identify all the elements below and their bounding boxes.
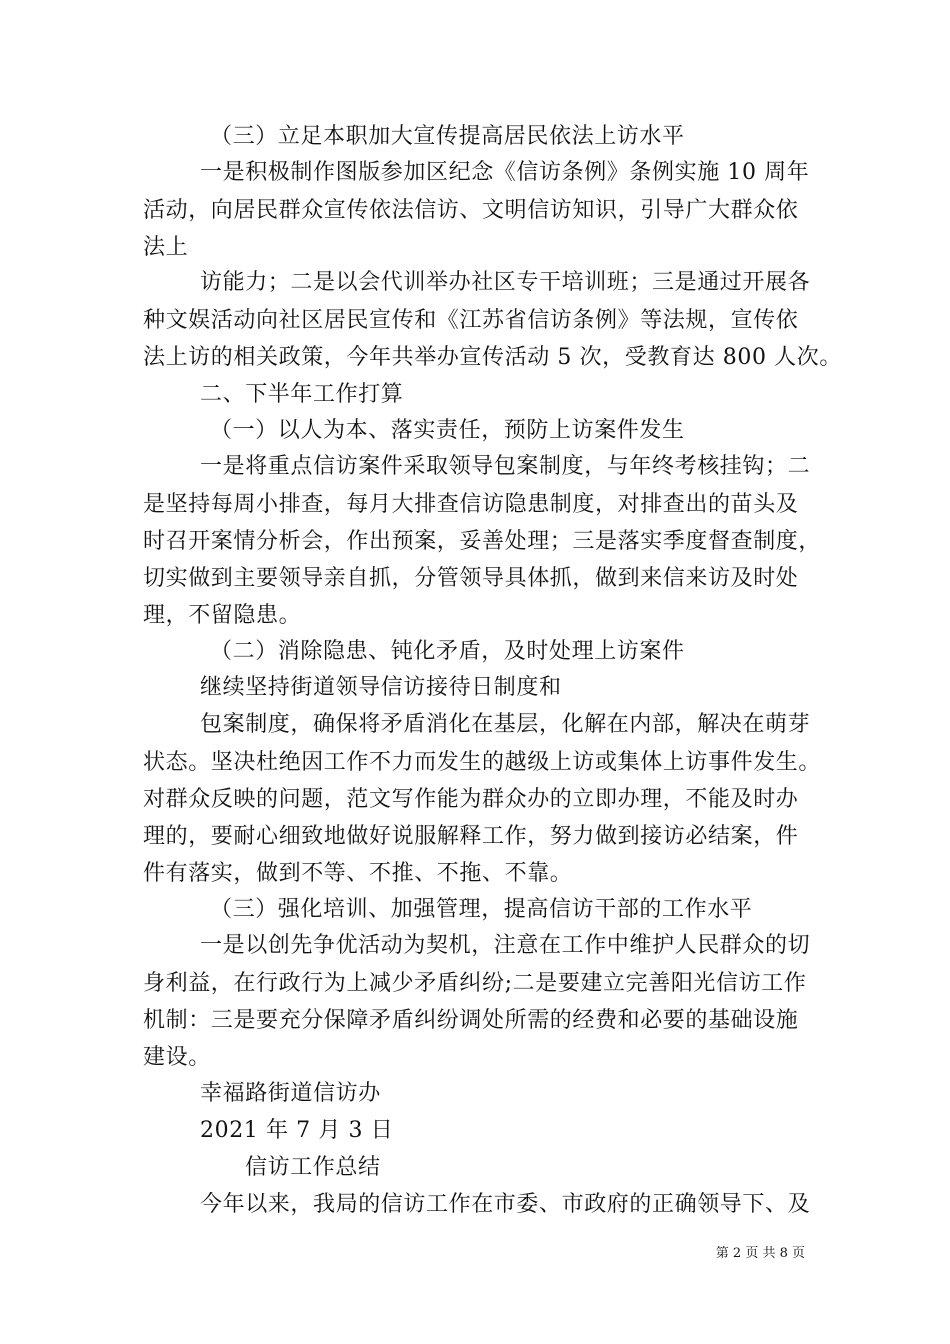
next-document-title: 信访工作总结: [245, 1155, 381, 1180]
paragraph-line: 建设。: [143, 1045, 211, 1070]
paragraph-line: 理，不留隐患。: [143, 603, 302, 628]
paragraph-line: 包案制度，确保将矛盾消化在基层，化解在内部，解决在萌芽: [200, 712, 811, 737]
paragraph-line: 法上: [143, 235, 189, 260]
paragraph-line: 今年以来，我局的信访工作在市委、市政府的正确领导下、及: [200, 1192, 811, 1217]
paragraph-line: 访能力；二是以会代训举办社区专干培训班；三是通过开展各: [200, 270, 811, 295]
paragraph-line: 机制：三是要充分保障矛盾纠纷调处所需的经费和必要的基础设施: [143, 1008, 799, 1033]
paragraph-line: 法上访的相关政策，今年共举办宣传活动 5 次，受教育达 800 人次。: [143, 345, 842, 370]
paragraph-line: 一是以创先争优活动为契机，注意在工作中维护人民群众的切: [200, 933, 811, 958]
paragraph-line: 一是将重点信访案件采取领导包案制度，与年终考核挂钩；二: [200, 454, 811, 479]
paragraph-line: 件有落实，做到不等、不推、不拖、不靠。: [143, 861, 573, 886]
paragraph-line: 状态。坚决杜绝因工作不力而发生的越级上访或集体上访事件发生。: [143, 750, 822, 775]
signature-office: 幸福路街道信访办: [200, 1081, 381, 1106]
section-heading: （三）立足本职加大宣传提高居民依法上访水平: [210, 124, 685, 149]
section-heading: （三）强化培训、加强管理，提高信访干部的工作水平: [210, 897, 753, 922]
paragraph-line: 一是积极制作图版参加区纪念《信访条例》条例实施 10 周年: [200, 160, 810, 185]
paragraph-line: 活动，向居民群众宣传依法信访、文明信访知识，引导广大群众依: [143, 198, 799, 223]
section-heading: （一）以人为本、落实责任，预防上访案件发生: [210, 418, 685, 443]
signature-date: 2021 年 7 月 3 日: [200, 1118, 394, 1143]
paragraph-line: 对群众反映的问题，范文写作能为群众办的立即办理，不能及时办: [143, 787, 799, 812]
paragraph-line: 种文娱活动向社区居民宣传和《江苏省信访条例》等法规，宣传依: [143, 308, 799, 333]
page-number: 第 2 页 共 8 页: [715, 1246, 805, 1261]
paragraph-line: 身利益，在行政行为上减少矛盾纠纷;二是要建立完善阳光信访工作: [143, 971, 807, 996]
paragraph-line: 时召开案情分析会，作出预案，妥善处理；三是落实季度督查制度，: [143, 529, 822, 554]
paragraph-line: 理的，要耐心细致地做好说服解释工作，努力做到接访必结案，件: [143, 824, 799, 849]
section-heading: 二、下半年工作打算: [200, 382, 404, 407]
paragraph-line: 是坚持每周小排查，每月大排查信访隐患制度，对排查出的苗头及: [143, 492, 799, 517]
paragraph-line: 继续坚持街道领导信访接待日制度和: [200, 675, 562, 700]
section-heading: （二）消除隐患、钝化矛盾，及时处理上访案件: [210, 639, 685, 664]
paragraph-line: 切实做到主要领导亲自抓，分管领导具体抓，做到来信来访及时处: [143, 566, 799, 591]
